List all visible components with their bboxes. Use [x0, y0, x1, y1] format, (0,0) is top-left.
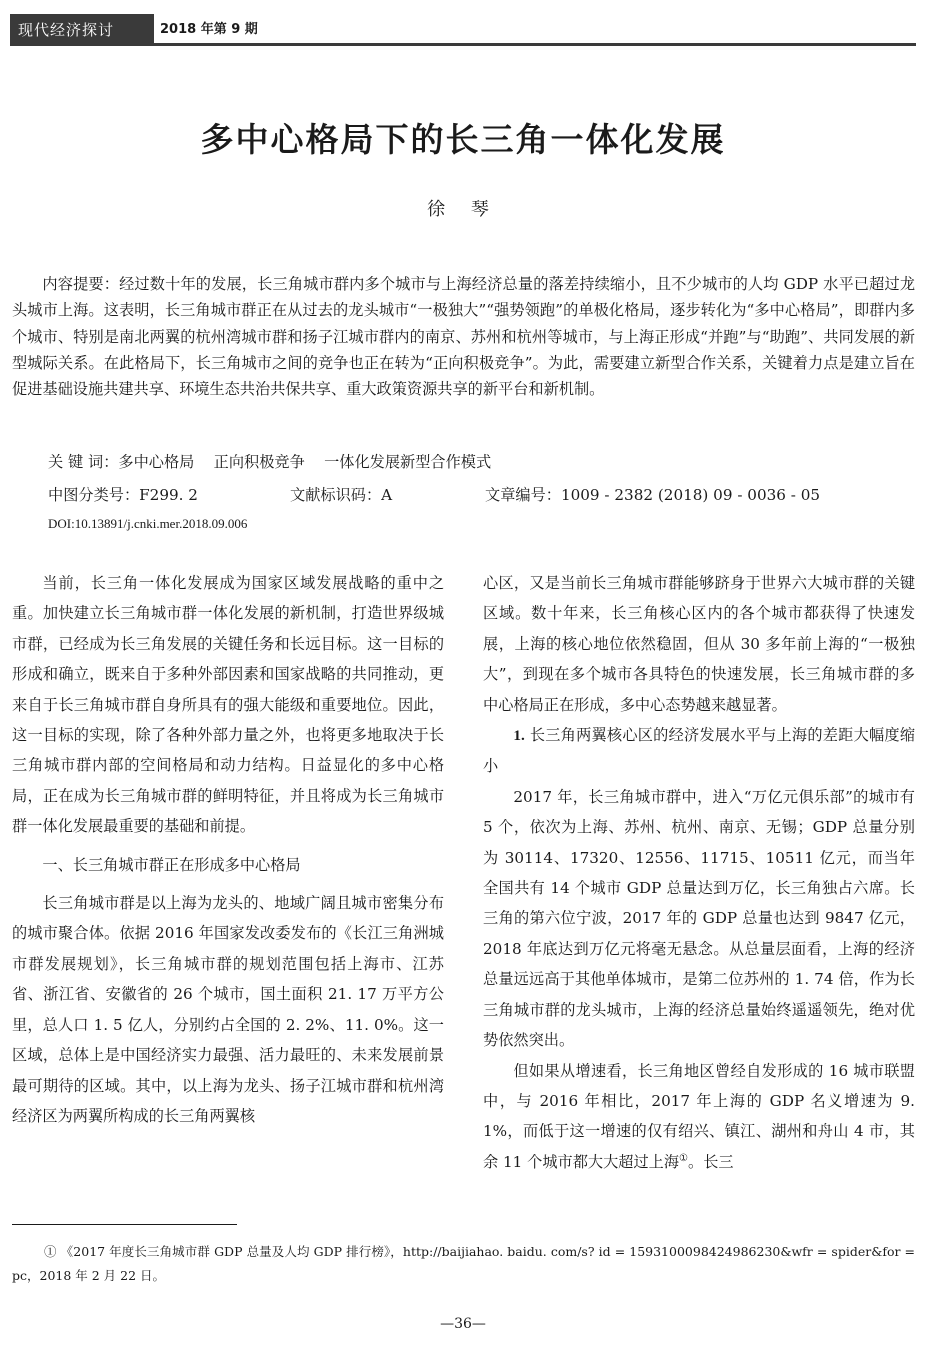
subsection-heading	[483, 720, 915, 782]
article-no-value: 1009 - 2382 (2018) 09 - 0036 - 05	[560, 486, 821, 504]
body-paragraph: 当前，长三角一体化发展成为国家区域发展战略的重中之重。加快建立长三角城市群一体化发展的新机制，打造世界级城市群，已经成为长三角发展的关键任务和长远目标。这一目标的形成和确立，既来自于多种外部因素和国家战略的共同推动，更来自于长三角城市群自身所具有的强大能级和重要地位。因此，这一目标的实现，除了各种外部力量之外，也将更多地取决于长三角城市群内部的空间格局和动力结构。日益显化的多中心格局，正在成为长三角城市群的鲜明特征，并且将成为长三角城市群一体化发展最重要的基础和前提。	[12, 574, 444, 836]
footnote-ref[interactable]: ①	[679, 1152, 689, 1164]
abstract-text: 经过数十年的发展，长三角城市群内多个城市与上海经济总量的落差持续缩小，且不少城市的人均 GDP 水平已超过龙头城市上海。这表明，长三角城市群正在从过去的龙头城市“一极独大”“强势领跑”的单极化格局，逐步转化为“多中心格局”，即群内多个城市、特别是南北两翼的杭州湾城市群和扬子江城市群内的南京、苏州和杭州等城市，与上海正形成“并跑”与“助跑”、共同发展的新型城际关系。在此格局下，长三角城市之间的竞争也正在转为“正向积极竞争”。为此，需要建立新型合作关系，关键着力点是建立旨在促进基础设施共建共享、环境生态共治共保共享、重大政策资源共享的新平台和新机制。	[12, 275, 916, 399]
abstract-label: 内容提要：	[42, 275, 120, 293]
doc-code-label: 文献标识码：	[290, 486, 382, 504]
issue-label: 2018 年第 9 期	[160, 22, 258, 37]
doc-code-value: A	[381, 486, 393, 504]
article-author: 徐 琴	[427, 199, 499, 220]
clc-number	[48, 483, 198, 507]
article-number	[485, 483, 820, 507]
keywords	[48, 450, 491, 474]
paragraph-tail: 。长三	[688, 1152, 734, 1171]
footnote: ① 《2017 年度长三角城市群 GDP 总量及人均 GDP 排行榜》，http://baijiahao. baidu. com/s? id = 1593100098424986230&wfr = spider&for = pc，2018 年 2 月 22 日。	[12, 1244, 915, 1283]
body-paragraph: 心区，又是当前长三角城市群能够跻身于世界六大城市群的关键区域。数十年来，长三角核心区内的各个城市都获得了快速发展，上海的核心地位依然稳固，但从 30 多年前上海的“一极独大”，到现在多个城市各具特色的快速发展，长三角城市群的多中心格局正在形成，多中心态势越来越显著。	[483, 574, 915, 714]
keyword: 一体化发展新型合作模式	[324, 453, 492, 471]
article-no-label: 文章编号：	[485, 486, 561, 504]
body-column-left	[12, 568, 444, 1131]
footnote-rule	[12, 1224, 237, 1225]
doi: DOI:10.13891/j.cnki.mer.2018.09.006	[48, 516, 248, 531]
body-paragraph	[483, 1056, 915, 1178]
subsection-title: 长三角两翼核心区的经济发展水平与上海的差距大幅度缩小	[483, 726, 916, 776]
page-number: —36—	[440, 1316, 486, 1332]
subsection-number: 1.	[513, 727, 525, 745]
body-paragraph: 2017 年，长三角城市群中，进入“万亿元俱乐部”的城市有 5 个，依次为上海、苏州、杭州、南京、无锡；GDP 总量分别为 30114、17320、12556、11715、10511 亿元，而当年全国共有 14 个城市 GDP 总量达到万亿，长三角独占六席。长三角的第六位宁波，2017 年的 GDP 总量也达到 9847 亿元，2018 年底达到万亿元将毫无悬念。从总量层面看，上海的经济总量远远高于其他单体城市，是第二位苏州的 1. 74 倍，作为长三角城市群的龙头城市，上海的经济总量始终遥遥领先，绝对优势依然突出。	[483, 787, 915, 1050]
paragraph-text: 但如果从增速看，长三角地区曾经自发形成的 16 城市联盟中，与 2016 年相比，2017 年上海的 GDP 名义增速为 9. 1%，而低于这一增速的仅有绍兴、镇江、湖州和舟山 4 市，其余 11 个城市都大大超过上海	[483, 1061, 915, 1171]
keywords-label: 关 键 词：	[48, 453, 119, 471]
clc-value: F299. 2	[139, 486, 198, 504]
keyword: 正向积极竞争	[213, 453, 305, 471]
header-rule	[154, 43, 916, 46]
journal-name: 现代经济探讨	[10, 14, 154, 46]
document-code	[290, 483, 392, 507]
keyword: 多中心格局	[118, 453, 195, 471]
running-header	[10, 14, 916, 46]
article-title: 多中心格局下的长三角一体化发展	[200, 120, 726, 159]
body-column-right	[483, 568, 915, 1177]
body-paragraph: 长三角城市群是以上海为龙头的、地域广阔且城市密集分布的城市聚合体。依据 2016 年国家发改委发布的《长江三角洲城市群发展规划》，长三角城市群的规划范围包括上海市、江苏省、浙江省、安徽省的 26 个城市，国土面积 21. 17 万平方公里，总人口 1. 5 亿人，分别约占全国的 2. 2%、11. 0%。这一区域，总体上是中国经济实力最强、活力最旺的、未来发展前景最可期待的区域。其中，以上海为龙头、扬子江城市群和杭州湾经济区为两翼所构成的长三角两翼核	[12, 894, 444, 1125]
abstract	[12, 271, 915, 402]
clc-label: 中图分类号：	[48, 486, 140, 504]
section-heading: 一、长三角城市群正在形成多中心格局	[42, 855, 301, 874]
